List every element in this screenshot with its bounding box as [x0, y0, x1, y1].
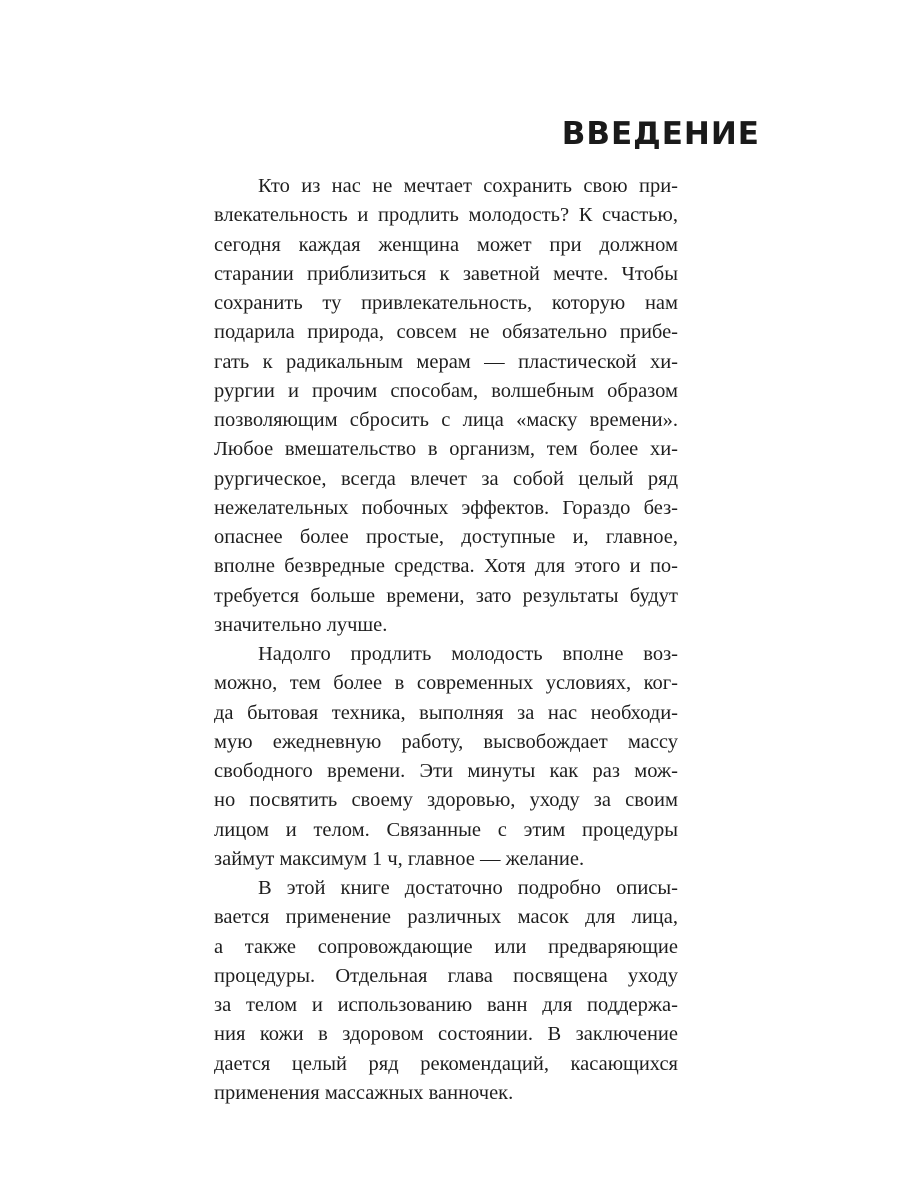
- text-line: сохранить ту привлекательность, которую нам: [214, 292, 678, 314]
- text-line: рургическое, всегда влечет за собой целый ряд: [214, 467, 678, 490]
- text-line: влекательность и продлить молодость? К счастью,: [214, 204, 678, 227]
- paragraph-2: [214, 640, 678, 874]
- text-line: займут максимум 1 ч, главное — желание.: [214, 847, 585, 870]
- text-line: сегодня каждая женщина может при должном: [214, 233, 678, 256]
- text-line: требуется больше времени, зато результаты будут: [214, 584, 678, 607]
- text-line: вполне безвредные средства. Хотя для этого и по-: [214, 555, 678, 578]
- paragraph-3: [214, 874, 678, 1108]
- text-line: да бытовая техника, выполняя за нас необходи-: [214, 701, 678, 724]
- text-line: подарила природа, совсем не обязательно прибе-: [214, 321, 678, 344]
- text-line: нежелательных побочных эффектов. Гораздо без-: [214, 496, 678, 519]
- text-line: мую ежедневную работу, высвобождает массу: [214, 730, 678, 753]
- text-line: опаснее более простые, доступные и, главное,: [214, 526, 678, 548]
- text-line: процедуры. Отдельная глава посвящена уходу: [214, 964, 678, 987]
- text-line: ния кожи в здоровом состоянии. В заключение: [214, 1023, 678, 1046]
- text-line: старании приблизиться к заветной мечте. Чтобы: [214, 262, 678, 285]
- text-line: лицом и телом. Связанные с этим процедуры: [214, 818, 678, 841]
- text-line: можно, тем более в современных условиях, ког-: [214, 672, 678, 695]
- text-line: за телом и использованию ванн для поддержа-: [214, 994, 678, 1016]
- text-line: вается применение различных масок для лица,: [214, 906, 678, 929]
- text-line: позволяющим сбросить с лица «маску времени».: [214, 409, 678, 431]
- paragraph-1: [214, 172, 678, 640]
- text-line: свободного времени. Эти минуты как раз мож-: [214, 760, 678, 782]
- text-line: гать к радикальным мерам — пластической хи-: [214, 350, 678, 373]
- chapter-title: ВВЕДЕНИЕ: [561, 116, 760, 152]
- text-line: Кто из нас не мечтает сохранить свою при-: [258, 175, 678, 197]
- text-line: В этой книге достаточно подробно описы-: [258, 877, 678, 899]
- text-line: рургии и прочим способам, волшебным образом: [214, 379, 678, 402]
- text-line: Надолго продлить молодость вполне воз-: [258, 643, 678, 665]
- text-line: но посвятить своему здоровью, уходу за своим: [214, 789, 678, 812]
- text-line: дается целый ряд рекомендаций, касающихся: [214, 1052, 678, 1075]
- text-line: Любое вмешательство в организм, тем более хи-: [214, 438, 678, 461]
- text-line: значительно лучше.: [214, 613, 388, 636]
- text-line: а также сопровождающие или предваряющие: [214, 935, 678, 958]
- text-line: применения массажных ванночек.: [214, 1081, 514, 1104]
- body-text: [214, 172, 678, 1108]
